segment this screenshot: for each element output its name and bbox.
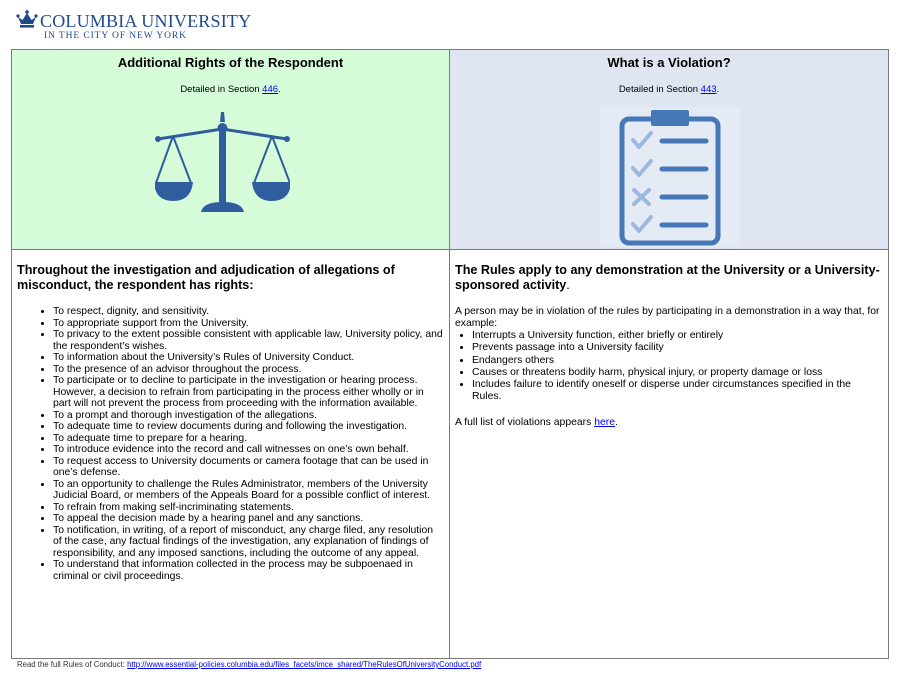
rights-item: • To refrain from making self-incriminating statements. xyxy=(53,502,443,514)
violation-box-detail: Detailed in Section 443. xyxy=(618,84,720,95)
violations-here-link[interactable]: here xyxy=(594,416,615,428)
violations-section xyxy=(449,249,888,658)
violation-item: • Causes or threatens bodily harm, physical injury, or property damage or loss xyxy=(472,367,882,379)
section-443-link[interactable]: 443 xyxy=(700,84,717,95)
rights-item: • To information about the University’s Rules of University Conduct. xyxy=(53,352,443,364)
rights-item: • To request access to University documents or camera footage that can be used in one’s defense. xyxy=(53,456,443,479)
section-446-link[interactable]: 446 xyxy=(262,84,279,95)
rights-list xyxy=(12,306,449,582)
content-grid xyxy=(11,49,889,659)
violation-item: • Interrupts a University function, either briefly or entirely xyxy=(472,330,882,342)
rules-of-conduct-link[interactable]: http://www.essential-policies.columbia.edu/files_facets/imce_shared/TheRulesOfUniversityConduct.pdf xyxy=(127,660,482,669)
respondent-rights-box xyxy=(12,50,449,249)
rights-heading: Throughout the investigation and adjudication of allegations of misconduct, the respondent has rights: xyxy=(17,263,395,292)
scales-of-justice-icon xyxy=(155,112,290,222)
university-name: COLUMBIA UNIVERSITY xyxy=(40,11,252,31)
rights-item: • To notification, in writing, of a report of misconduct, any charge filed, any resolution of the case, any factual findings of the investigation, any explanation of findings of responsibility, and any imposed sanctions, including the outcome of any appeal. xyxy=(53,525,443,560)
rights-item: • To the presence of an advisor throughout the process. xyxy=(53,364,443,376)
respondent-rights-list-section xyxy=(12,249,449,658)
clipboard-checklist-icon xyxy=(600,107,740,247)
crown-icon xyxy=(16,9,38,29)
rights-item: • To introduce evidence into the record and call witnesses on one’s own behalf. xyxy=(53,444,443,456)
rights-item: • To privacy to the extent possible consistent with applicable law, University policy, and the respondent’s wishes. xyxy=(53,329,443,352)
rights-item: • To understand that information collected in the process may be subpoenaed in criminal or civil proceedings. xyxy=(53,559,443,582)
rights-item: • To adequate time to prepare for a hearing. xyxy=(53,433,443,445)
rights-item: • To an opportunity to challenge the Rules Administrator, members of the University Judicial Board, or members of the Appeals Board for a possible conflict of interest. xyxy=(53,479,443,502)
rights-item: • To respect, dignity, and sensitivity. xyxy=(53,306,443,318)
rights-item: • To adequate time to review documents during and following the investigation. xyxy=(53,421,443,433)
respondent-box-title: Additional Rights of the Respondent xyxy=(117,55,344,70)
violation-box-title: What is a Violation? xyxy=(607,55,731,70)
violations-intro: A person may be in violation of the rules by participating in a demonstration in a way that, for example: xyxy=(455,306,880,329)
violations-heading: The Rules apply to any demonstration at the University or a University-sponsored activity. xyxy=(455,263,880,292)
university-location: IN THE CITY OF NEW YORK xyxy=(44,31,187,41)
violation-item: • Endangers others xyxy=(472,355,882,367)
what-is-violation-box xyxy=(449,50,888,249)
respondent-box-detail: Detailed in Section 446. xyxy=(180,84,281,95)
violations-list xyxy=(450,330,888,404)
violation-item: • Includes failure to identify oneself or disperse under circumstances specified in the Rules. xyxy=(472,379,882,404)
rights-item: • To a prompt and thorough investigation of the allegations. xyxy=(53,410,443,422)
footer-note: Read the full Rules of Conduct: http://www.essential-policies.columbia.edu/files_facets/imce_shared/TheRulesOfUniversityConduct.pdf xyxy=(17,660,482,669)
rights-item: • To appropriate support from the University. xyxy=(53,318,443,330)
full-list-note: A full list of violations appears here. xyxy=(455,416,618,428)
violation-item: • Prevents passage into a University facility xyxy=(472,342,882,354)
rights-item: • To appeal the decision made by a hearing panel and any sanctions. xyxy=(53,513,443,525)
columbia-logo xyxy=(16,6,316,44)
rights-item: • To participate or to decline to participate in the investigation or hearing process. However, a decision to refrain from participating in the process either wholly or in part will not prevent the process from proceeding with the information available. xyxy=(53,375,443,410)
